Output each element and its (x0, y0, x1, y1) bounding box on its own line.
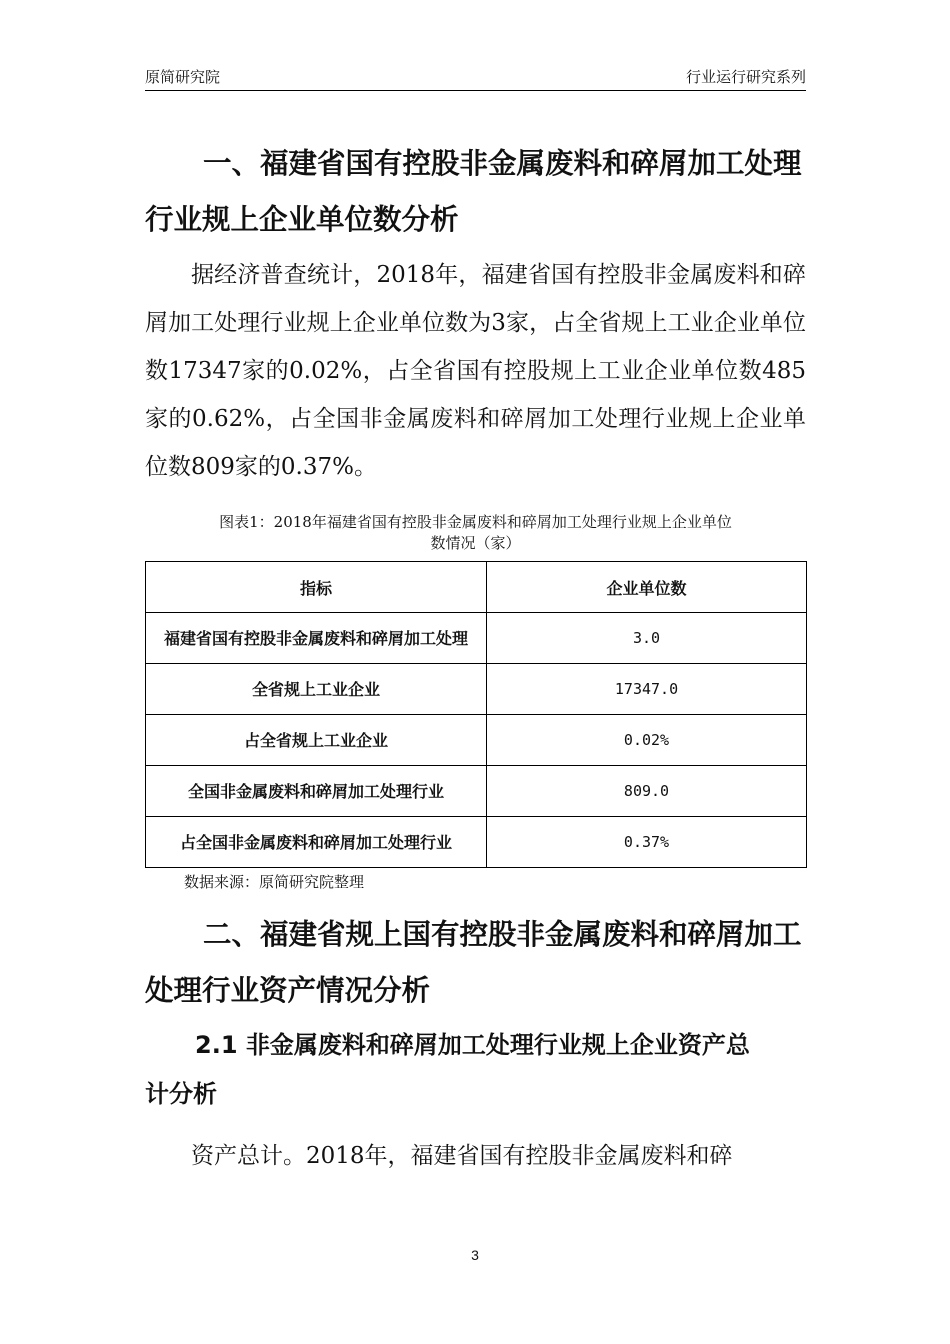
row-value: 17347.0 (487, 664, 807, 715)
section1-heading (145, 136, 806, 248)
page-number: 3 (471, 1247, 479, 1263)
row-value: 3.0 (487, 613, 807, 664)
table-row (146, 613, 807, 664)
table-row (146, 817, 807, 868)
section2-heading-line2: 处理行业资产情况分析 (145, 974, 431, 1007)
section2-paragraph: 资产总计。2018年，福建省国有控股非金属废料和碎 (191, 1143, 733, 1169)
table-header-row (146, 562, 807, 613)
section1-paragraph: 据经济普查统计，2018年，福建省国有控股非金属废料和碎屑加工处理行业规上企业单位数为3家，占全省规上工业企业单位数17347家的0.02%，占全省国有控股规上工业企业单位数485家的0.62%，占全国非金属废料和碎屑加工处理行业规上企业单位数809家的0.37%。 (145, 262, 806, 480)
table-row (146, 715, 807, 766)
row-indicator: 占全国非金属废料和碎屑加工处理行业 (146, 817, 487, 868)
table-row (146, 664, 807, 715)
subsection-heading-line1: 2.1 非金属废料和碎屑加工处理行业规上企业资产总 (195, 1031, 750, 1059)
column-header-indicator: 指标 (146, 562, 487, 613)
column-header-count: 企业单位数 (487, 562, 807, 613)
section2-heading (145, 907, 806, 1019)
row-value: 809.0 (487, 766, 807, 817)
table-row (146, 766, 807, 817)
page-header (145, 64, 806, 91)
row-indicator: 占全省规上工业企业 (146, 715, 487, 766)
row-value: 0.37% (487, 817, 807, 868)
header-org-name: 原简研究院 (145, 69, 221, 86)
row-indicator: 全国非金属废料和碎屑加工处理行业 (146, 766, 487, 817)
header-series-name: 行业运行研究系列 (685, 69, 806, 86)
table-caption-line2: 数情况（家） (430, 534, 521, 552)
table-source-note: 数据来源：原简研究院整理 (184, 873, 365, 891)
subsection-heading (145, 1021, 806, 1119)
row-indicator: 全省规上工业企业 (146, 664, 487, 715)
section1-heading-line2: 行业规上企业单位数分析 (145, 203, 459, 236)
table-caption-line1: 图表1：2018年福建省国有控股非金属废料和碎屑加工处理行业规上企业单位 (219, 513, 732, 531)
subsection-heading-line2: 计分析 (145, 1080, 217, 1108)
row-value: 0.02% (487, 715, 807, 766)
enterprise-count-table (145, 561, 807, 868)
row-indicator: 福建省国有控股非金属废料和碎屑加工处理 (146, 613, 487, 664)
table-caption (145, 512, 806, 554)
section2-heading-line1: 二、福建省规上国有控股非金属废料和碎屑加工 (203, 918, 802, 951)
section1-heading-line1: 一、福建省国有控股非金属废料和碎屑加工处理 (203, 147, 802, 180)
